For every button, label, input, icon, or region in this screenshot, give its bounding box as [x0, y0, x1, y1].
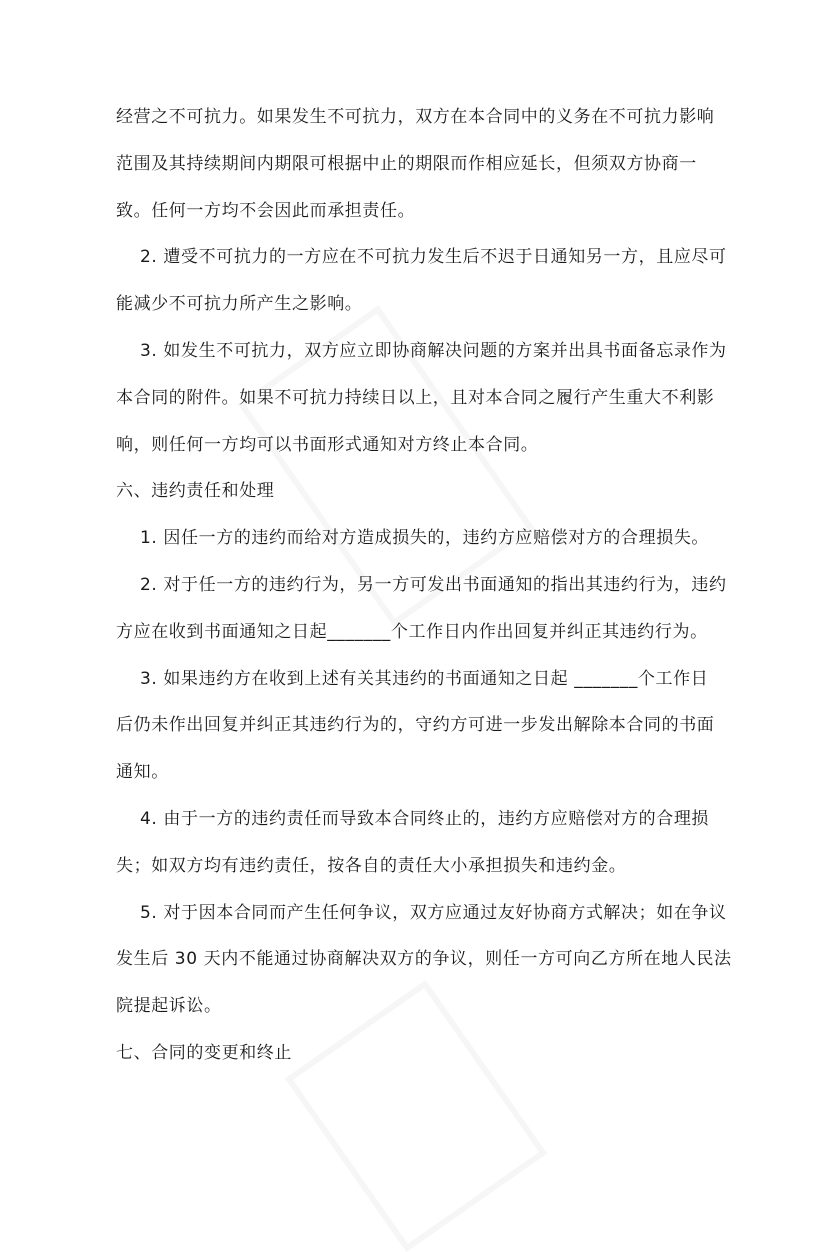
text-line: 后仍未作出回复并纠正其违约行为的，守约方可进一步发出解除本合同的书面: [116, 715, 715, 736]
list-item-line: 3. 如果违约方在收到上述有关其违约的书面通知之日起 _______个工作日: [140, 668, 709, 689]
list-item-line: 2. 遭受不可抗力的一方应在不可抗力发生后不迟于日通知另一方，且应尽可: [140, 247, 727, 268]
text-line: 经营之不可抗力。如果发生不可抗力，双方在本合同中的义务在不可抗力影响: [116, 107, 715, 127]
section-heading: 七、合同的变更和终止: [116, 1042, 292, 1063]
text-line: 本合同的附件。如果不可抗力持续日以上，且对本合同之履行产生重大不利影: [116, 387, 715, 408]
list-item-line: 2. 对于任一方的违约行为，另一方可发出书面通知的指出其违约行为，违约: [140, 574, 727, 595]
text-line: 通知。: [116, 762, 169, 783]
text-line: 方应在收到书面通知之日起_______个工作日内作出回复并纠正其违约行为。: [116, 621, 708, 642]
text-line: 范围及其持续期间内期限可根据中止的期限而作相应延长，但须双方协商一: [116, 153, 697, 174]
text-line: 失；如双方均有违约责任，按各自的责任大小承担损失和违约金。: [116, 855, 627, 876]
document-page: [116, 94, 732, 1077]
list-item-line: 5. 对于因本合同而产生任何争议，双方应通过友好协商方式解决；如在争议: [140, 902, 727, 923]
text-line: 发生后 30 天内不能通过协商解决双方的争议，则任一方可向乙方所在地人民法: [116, 949, 732, 970]
list-item-line: 4. 由于一方的违约责任而导致本合同终止的，违约方应赔偿对方的合理损: [140, 808, 710, 829]
text-line: 院提起诉讼。: [116, 996, 222, 1017]
list-item-line: 1. 因任一方的违约而给对方造成损失的，违约方应赔偿对方的合理损失。: [140, 528, 710, 549]
text-line: 响，则任何一方均可以书面形式通知对方终止本合同。: [116, 434, 539, 455]
text-line: 致。任何一方均不会因此而承担责任。: [116, 200, 416, 221]
section-heading: 六、违约责任和处理: [116, 481, 275, 502]
text-line: 能减少不可抗力所产生之影响。: [116, 294, 363, 315]
list-item-line: 3. 如发生不可抗力，双方应立即协商解决问题的方案并出具书面备忘录作为: [140, 340, 727, 361]
